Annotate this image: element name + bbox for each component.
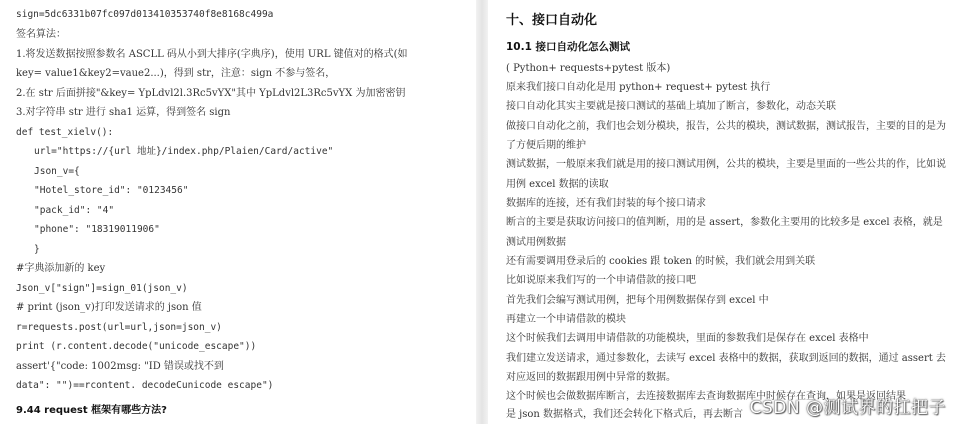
text-line: 比如说原来我们写的一个申请借款的接口吧 (506, 275, 696, 286)
subsection-title: 10.1 接口自动化怎么测试 (506, 41, 631, 53)
text-line: 再建立一个申请借款的模块 (506, 314, 626, 325)
text-line: 这个时候我们去调用申请借款的功能模块，里面的参数我们是保存在 excel 表格中 (506, 333, 869, 344)
text-line: 这个时候也会做数据库断言，去连接数据库去查询数据库中时候存在查询，如果是返回结果 (506, 391, 906, 402)
code-comment-line: # print (json_v)打印发送请求的 json 值 (16, 302, 202, 313)
code-line: def test_xielv(): (16, 127, 114, 138)
text-line: 断言的主要是获取访问接口的值判断，用的是 assert，参数化主要用的比较多是 excel 表格，就是 (506, 217, 943, 228)
text-line: 2.在 str 后面拼接"&key= YpLdvl2l.3Rc5vYX"其中 YpLdvl2L3Rc5vYX 为加密密钥 (16, 88, 406, 99)
question-heading: 9.44 request 框架有哪些方法? (16, 405, 167, 416)
code-line: data": "")==rcontent. decodeCunicode escape") (16, 380, 274, 391)
code-line: "phone": "18319011906" (34, 224, 160, 235)
text-line: 了方便后期的维护 (506, 140, 586, 151)
section-title: 十、接口自动化 (506, 13, 598, 28)
text-line: 1.将发送数据按照参数名 ASCLL 码从小到大排序(字典序)，使用 URL 键值对的格式(如 (16, 49, 408, 60)
text-line: 数据库的连接，还有我们封装的每个接口请求 (506, 198, 706, 209)
right-page (490, 0, 960, 424)
code-line: Json_v["sign"]=sign_01(json_v) (16, 283, 188, 294)
page-gutter (476, 0, 488, 424)
code-line: "pack_id": "4" (34, 205, 115, 216)
text-line: 测试用例数据 (506, 237, 566, 248)
text-line: key= value1&key2=vaue2...)，得到 str，注意：sign 不参与签名， (16, 68, 336, 79)
text-line: 签名算法： (16, 29, 66, 40)
code-line: assert'{"code: 1002msg: "ID 错误或找不到 (16, 361, 224, 372)
code-line: Json_v={ (34, 166, 80, 177)
sign-value-line: sign=5dc6331b07fc097d013410353740f8e8168c499a (16, 9, 274, 20)
text-line: 还有需要调用登录后的 cookies 跟 token 的时候，我们就会用到关联 (506, 256, 816, 267)
code-line: url="https://{url 地址}/index.php/Plaien/Card/active" (34, 146, 334, 157)
text-line: 对应返回的数据跟用例中异常的数据。 (506, 372, 676, 383)
code-line: } (34, 244, 40, 255)
text-line: 做接口自动化之前，我们也会划分模块，报告，公共的模块，测试数据，测试报告，主要的目的是为 (506, 121, 946, 132)
text-line: 我们建立发送请求，通过参数化，去读写 excel 表格中的数据，获取到返回的数据，通过 assert 去 (506, 353, 946, 364)
left-page (0, 0, 474, 424)
text-line: 测试数据，一般原来我们就是用的接口测试用例，公共的模块，主要是里面的一些公共的作，比如说 (506, 159, 946, 170)
code-line: print (r.content.decode("unicode_escape")) (16, 341, 257, 352)
text-line: 首先我们会编写测试用例，把每个用例数据保存到 excel 中 (506, 295, 769, 306)
text-line: 3.对字符串 str 进行 sha1 运算，得到签名 sign (16, 107, 231, 118)
csdn-watermark: CSDN @测试界的扛把子 (749, 398, 946, 418)
code-comment-line: #字典添加新的 key (16, 263, 106, 274)
text-line: 接口自动化其实主要就是接口测试的基础上填加了断言，参数化，动态关联 (506, 101, 836, 112)
code-line: r=requests.post(url=url,json=json_v) (16, 322, 222, 333)
code-line: "Hotel_store_id": "0123456" (34, 185, 189, 196)
text-line: 原来我们接口自动化是用 python+ request+ pytest 执行 (506, 82, 771, 93)
text-line: ( Python+ requests+pytest 版本) (506, 63, 671, 74)
text-line: 用例 excel 数据的读取 (506, 179, 609, 190)
text-line: 是 json 数据格式，我们还会转化下格式后，再去断言 (506, 409, 744, 420)
